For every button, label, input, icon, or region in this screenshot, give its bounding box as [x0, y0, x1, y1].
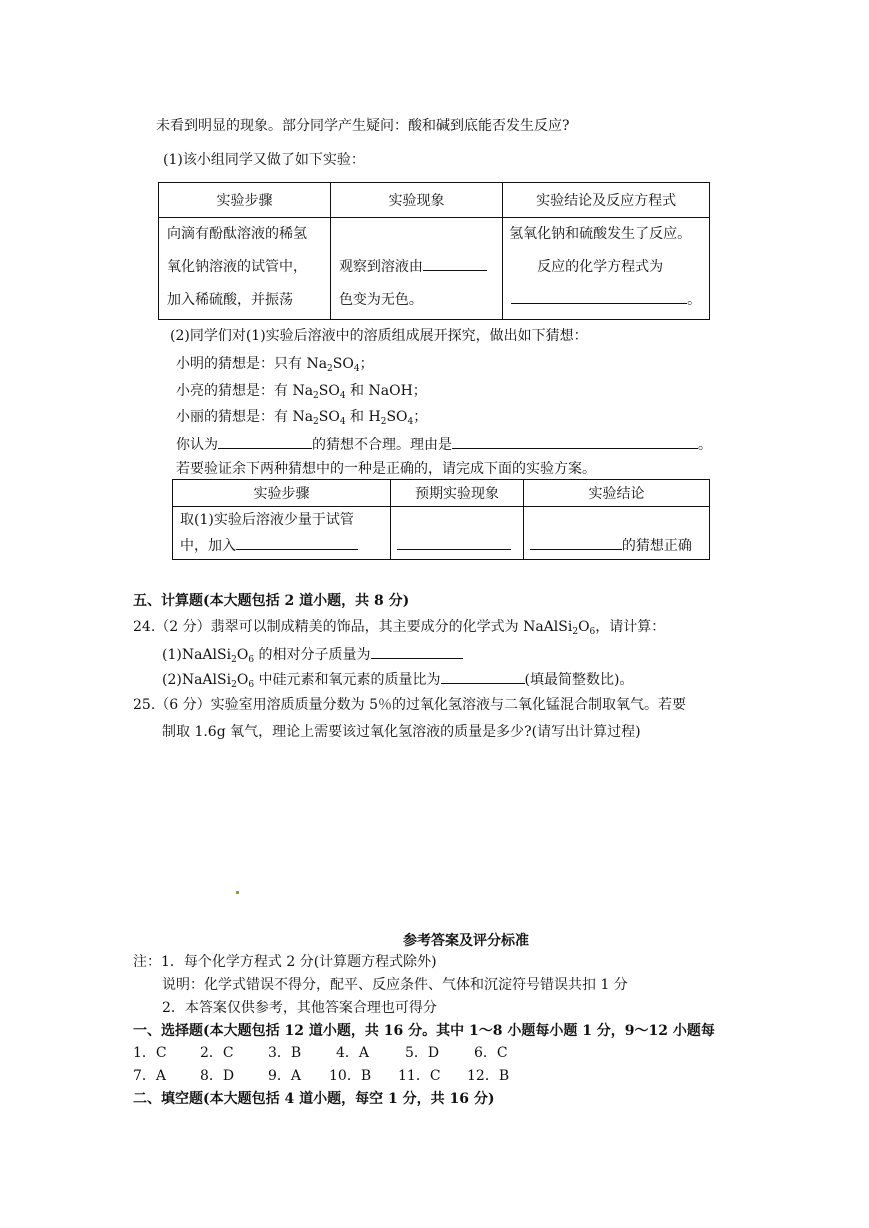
table2-step-2: 中，加入 — [180, 538, 236, 554]
reagent-blank[interactable] — [236, 535, 358, 550]
table1-step-line: 氧化钠溶液的试管中， — [167, 259, 307, 275]
table2-header-conclusion: 实验结论 — [523, 480, 709, 507]
table1-conclusion-cell — [503, 218, 710, 320]
answer-item: 10．B — [329, 1068, 372, 1084]
table1-header-phenomenon: 实验现象 — [330, 183, 502, 218]
table2-step-1: 取(1)实验后溶液少量于试管 — [180, 512, 354, 528]
answer-item: 12．B — [467, 1068, 510, 1084]
answer-item: 5．D — [405, 1045, 440, 1061]
guess-xiaoliang: 小亮的猜想是：有 $Na_2SO_4$ 和 NaOH； — [176, 383, 427, 401]
experiment-table-1 — [158, 182, 710, 320]
answer-item: 6．C — [474, 1045, 508, 1061]
equation-blank[interactable] — [511, 289, 687, 304]
mass-ratio-blank[interactable] — [441, 669, 525, 684]
question-25-line-1: 25.（6 分）实验室用溶质质量分数为 5％的过氧化氢溶液与二氧化锰混合制取氧气。若要 — [133, 697, 686, 713]
color-blank[interactable] — [423, 256, 487, 271]
table2-header-phenomenon: 预期实验现象 — [391, 480, 524, 507]
question-24-part-1: $(1)NaAlSi_2O_6$ 的相对分子质量为 — [162, 644, 463, 665]
reason-blank[interactable] — [452, 434, 698, 449]
table2-conclusion-tail: 的猜想正确 — [621, 538, 692, 554]
table1-header-step: 实验步骤 — [159, 183, 331, 218]
question-1-label: (1)该小组同学又做了如下实验： — [163, 152, 365, 168]
table2-conclusion-cell — [523, 507, 709, 560]
opinion-line: 你认为 的猜想不合理。理由是 。 — [176, 434, 712, 455]
answer-item: 1．C — [133, 1045, 167, 1061]
answer-item: 2．C — [200, 1045, 234, 1061]
answer-item: 4．A — [336, 1045, 370, 1061]
phenomenon-blank[interactable] — [397, 535, 511, 550]
conclusion-blank[interactable] — [530, 535, 622, 550]
section-5-title: 五、计算题(本大题包括 2 道小题，共 8 分) — [133, 593, 410, 609]
question-2-label: (2)同学们对(1)实验后溶液中的溶质组成展开探究，做出如下猜想： — [170, 328, 588, 344]
table1-conclusion-1: 氢氧化钠和硫酸发生了反应。 — [509, 226, 692, 242]
table2-step-cell — [173, 507, 391, 560]
molecular-mass-blank[interactable] — [371, 644, 463, 659]
section-2-title: 二、填空题(本大题包括 4 道小题，每空 1 分，共 16 分) — [133, 1091, 495, 1107]
answer-item: 9．A — [268, 1068, 302, 1084]
guess-xiaoli: 小丽的猜想是：有 $Na_2SO_4$ 和 $H_2SO_4$； — [176, 409, 428, 427]
section-1-title: 一、选择题(本大题包括 12 道小题，共 16 分。其中 1～8 小题每小题 1 分，9～12 小题每 — [133, 1023, 715, 1039]
table1-header-conclusion: 实验结论及反应方程式 — [503, 183, 710, 218]
table1-phenomenon-text: 观察到溶液由 — [338, 259, 423, 275]
table1-phenomenon-cell — [330, 218, 502, 320]
question-24-part-2: $(2)NaAlSi_2O_6$ 中硅元素和氧元素的质量比为 (填最简整数比)。 — [162, 669, 633, 690]
answer-item: 3．B — [268, 1045, 302, 1061]
question-25-line-2: 制取 1.6g 氧气，理论上需要该过氧化氢溶液的质量是多少?(请写出计算过程) — [162, 724, 641, 740]
intro-line: 未看到明显的现象。部分同学产生疑问：酸和碱到底能否发生反应? — [156, 118, 570, 134]
note-1: 注：1．每个化学方程式 2 分(计算题方程式除外) — [133, 954, 437, 970]
answer-item: 8．D — [200, 1068, 235, 1084]
guess-xiaoming: 小明的猜想是：只有 $Na_2SO_4$； — [176, 356, 374, 374]
table1-conclusion-2: 反应的化学方程式为 — [537, 259, 664, 275]
table1-step-line: 加入稀硫酸，并振荡 — [167, 292, 293, 308]
question-24: 24.（2 分）翡翠可以制成精美的饰品，其主要成分的化学式为 $NaAlSi_2O_6$，请计算： — [133, 619, 666, 637]
stray-dot — [236, 891, 239, 894]
table2-header-step: 实验步骤 — [173, 480, 391, 507]
unreasonable-guess-blank[interactable] — [218, 434, 312, 449]
note-1-detail: 说明：化学式错误不得分，配平、反应条件、气体和沉淀符号错误共扣 1 分 — [162, 977, 628, 993]
answer-item: 11．C — [398, 1068, 441, 1084]
note-2: 2．本答案仅供参考，其他答案合理也可得分 — [162, 1000, 437, 1016]
answer-item: 7．A — [133, 1068, 167, 1084]
table2-phenomenon-cell — [391, 507, 524, 560]
verify-line: 若要验证余下两种猜想中的一种是正确的，请完成下面的实验方案。 — [176, 461, 596, 477]
table1-step-cell — [159, 218, 331, 320]
table1-phenomenon-text-2: 色变为无色。 — [338, 292, 423, 308]
answers-title: 参考答案及评分标准 — [403, 933, 529, 949]
table1-step-line: 向滴有酚酞溶液的稀氢 — [167, 226, 307, 242]
experiment-table-2 — [172, 479, 710, 560]
table1-conclusion-end: 。 — [687, 292, 702, 308]
